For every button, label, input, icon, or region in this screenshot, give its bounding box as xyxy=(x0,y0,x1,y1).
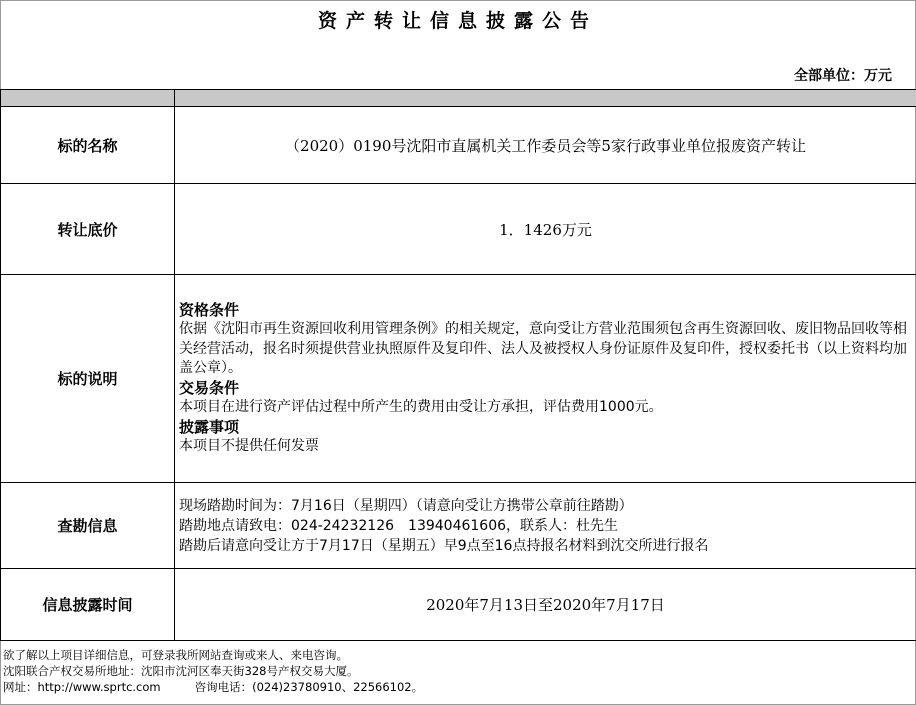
disclosure-table xyxy=(0,89,916,641)
footer-line-3 xyxy=(3,679,423,695)
qualification-heading: 资格条件 xyxy=(179,300,240,319)
row-description xyxy=(1,275,916,483)
unit-note: 全部单位：万元 xyxy=(794,68,892,84)
disclosure-text: 本项目不提供任何发票 xyxy=(179,438,319,454)
value-description xyxy=(175,275,916,483)
row-inspection xyxy=(1,483,916,569)
page-title: 资产转让信息披露公告 xyxy=(317,10,598,32)
header-band-row xyxy=(1,90,916,107)
label-price: 转让底价 xyxy=(1,184,175,275)
header-band-cell-left xyxy=(1,90,175,107)
inspection-time: 现场踏勘时间为：7月16日（星期四）（请意向受让方携带公章前往踏勘） xyxy=(179,497,633,514)
value-inspection xyxy=(175,483,916,569)
inspection-registration: 踏勘后请意向受让方于7月17日（星期五）早9点至16点持报名材料到沈交所进行报名 xyxy=(179,537,709,554)
value-name: （2020）0190号沈阳市直属机关工作委员会等5家行政事业单位报废资产转让 xyxy=(175,107,916,184)
row-period xyxy=(1,569,916,641)
footer-website[interactable]: 网址：http://www.sprtc.com xyxy=(3,680,161,694)
footer-notes xyxy=(3,647,423,695)
label-inspection: 查勘信息 xyxy=(1,483,175,569)
row-name xyxy=(1,107,916,184)
value-period: 2020年7月13日至2020年7月17日 xyxy=(175,569,916,641)
label-period: 信息披露时间 xyxy=(1,569,175,641)
row-price xyxy=(1,184,916,275)
footer-line-1: 欲了解以上项目详细信息，可登录我所网站查询或来人、来电咨询。 xyxy=(3,648,348,662)
value-price: 1．1426万元 xyxy=(175,184,916,275)
disclosure-heading: 披露事项 xyxy=(179,417,240,436)
trade-text: 本项目在进行资产评估过程中所产生的费用由受让方承担，评估费用1000元。 xyxy=(179,399,663,415)
qualification-text: 依据《沈阳市再生资源回收利用管理条例》的相关规定，意向受让方营业范围须包含再生资源回收、废旧物品回收等相关经营活动，报名时须提供营业执照原件及复印件、法人及被授权人身份证原件及复印件，授权委托书（以上资料均加盖公章）。 xyxy=(179,321,907,376)
footer-phone: 咨询电话：(024)23780910、22566102。 xyxy=(194,680,424,694)
label-name: 标的名称 xyxy=(1,107,175,184)
footer-line-2: 沈阳联合产权交易所地址：沈阳市沈河区奉天街328号产权交易大厦。 xyxy=(3,664,359,678)
trade-heading: 交易条件 xyxy=(179,378,240,397)
inspection-contact: 踏勘地点请致电：024-24232126 13940461606，联系人：杜先生 xyxy=(179,517,619,534)
label-description: 标的说明 xyxy=(1,275,175,483)
header-band-cell-right xyxy=(175,90,916,107)
